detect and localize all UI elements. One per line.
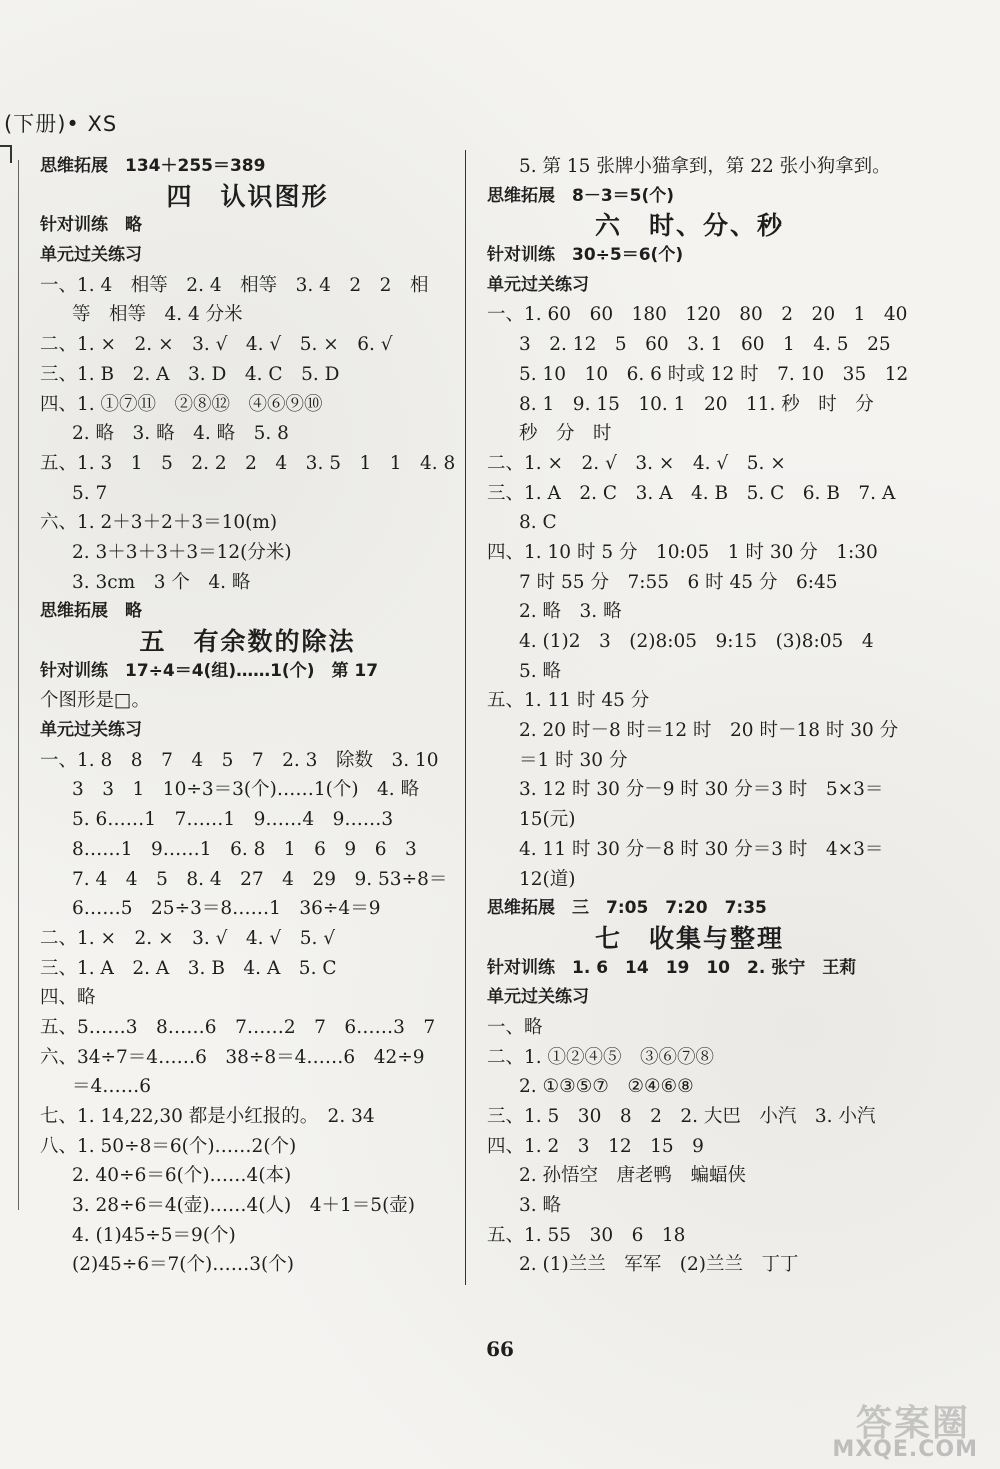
answer-line: 针对训练 略 xyxy=(40,215,142,236)
answer-line: 一、1. 8 8 7 4 5 7 2. 3 除数 3. 10 xyxy=(40,749,439,771)
answer-line: 三、1. 5 30 8 2 2. 大巴 小汽 3. 小汽 xyxy=(487,1106,876,1127)
answer-line: 六、1. 2＋3＋2＋3＝10(m) xyxy=(40,512,278,534)
answer-line: 四、1. 10 时 5 分 10:05 1 时 30 分 1:30 xyxy=(487,541,878,563)
answer-line: 3. 28÷6＝4(壶)……4(人) 4＋1＝5(壶) xyxy=(72,1195,416,1217)
answer-line: 3. 3cm 3 个 4. 略 xyxy=(72,571,251,593)
answer-line: 针对训练 1. 6 14 19 10 2. 张宁 王莉 xyxy=(487,957,857,978)
answer-line: 6……5 25÷3＝8……1 36÷4＝9 xyxy=(72,898,381,920)
answer-line: 三、1. A 2. C 3. A 4. B 5. C 6. B 7. A xyxy=(487,482,896,504)
left-column xyxy=(40,152,455,1280)
answer-line: 五、1. 55 30 6 18 xyxy=(487,1224,686,1246)
subsection-label: 单元过关练习 xyxy=(40,245,142,266)
answer-line: 3 2. 12 5 60 3. 1 60 1 4. 5 25 xyxy=(519,334,891,356)
page-header: (下册)• XS xyxy=(4,112,118,136)
answer-line: 思维拓展 8－3＝5(个) xyxy=(487,185,675,206)
watermark xyxy=(778,1395,978,1465)
column-divider xyxy=(465,150,466,1285)
answer-line: ＝4……6 xyxy=(72,1076,152,1098)
watermark-logo: 答案圈 xyxy=(855,1403,970,1444)
answer-line: 2. 孙悟空 唐老鸭 蝙蝠侠 xyxy=(519,1165,747,1187)
answer-line: 个图形是□。 xyxy=(40,690,150,712)
answer-line: 八、1. 50÷8＝6(个)……2(个) xyxy=(40,1135,297,1157)
corner-mark xyxy=(0,145,12,163)
answer-line: 2. 20 时－8 时＝12 时 20 时－18 时 30 分 xyxy=(519,720,899,742)
answer-line: 5. 第 15 张牌小猫拿到，第 22 张小狗拿到。 xyxy=(519,156,891,177)
answer-line: 5. 6……1 7……1 9……4 9……3 xyxy=(72,809,394,831)
section-heading: 七 收集与整理 xyxy=(594,923,784,953)
answer-line: 二、1. ①②④⑤ ③⑥⑦⑧ xyxy=(487,1046,715,1068)
answer-line: 六、34÷7＝4……6 38÷8＝4……6 42÷9 xyxy=(40,1046,425,1068)
answer-line: 5. 10 10 6. 6 时或 12 时 7. 10 35 12 xyxy=(519,363,909,385)
section-heading: 五 有余数的除法 xyxy=(139,627,356,656)
answer-line: 七、1. 14,22,30 都是小红报的。 2. 34 xyxy=(40,1106,375,1127)
answer-line: 思维拓展 134＋255＝389 xyxy=(40,156,266,176)
answer-line: 2. (1)兰兰 军军 (2)兰兰 丁丁 xyxy=(519,1254,799,1276)
subsection-label: 单元过关练习 xyxy=(40,720,142,741)
answer-line: ＝1 时 30 分 xyxy=(519,749,628,771)
answer-line: 8……1 9……1 6. 8 1 6 9 6 3 xyxy=(72,838,417,860)
margin-rule xyxy=(18,160,19,1210)
answer-line: 二、1. × 2. × 3. √ 4. √ 5. √ xyxy=(40,927,336,949)
answer-line: 三、1. B 2. A 3. D 4. C 5. D xyxy=(40,363,340,385)
answer-line: 一、略 xyxy=(487,1016,543,1038)
answer-line: 7 时 55 分 7:55 6 时 45 分 6:45 xyxy=(519,571,838,593)
answer-line: 4. (1)2 3 (2)8:05 9:15 (3)8:05 4 xyxy=(519,631,874,652)
answer-line: 4. 11 时 30 分－8 时 30 分＝3 时 4×3＝ xyxy=(519,838,884,860)
answer-line: 2. 略 3. 略 4. 略 5. 8 xyxy=(72,423,289,445)
watermark-url: MXQE.COM xyxy=(832,1437,978,1462)
subsection-label: 单元过关练习 xyxy=(487,274,589,295)
section-heading: 六 时、分、秒 xyxy=(594,211,784,241)
answer-line: 等 相等 4. 4 分米 xyxy=(72,304,243,326)
answer-line: 秒 分 时 xyxy=(519,423,612,445)
answer-line: 2. ①③⑤⑦ ②④⑥⑧ xyxy=(519,1076,694,1098)
answer-line: 2. 40÷6＝6(个)……4(本) xyxy=(72,1165,292,1187)
answer-line: 思维拓展 三 7:05 7:20 7:35 xyxy=(487,898,767,919)
right-column xyxy=(487,152,909,1280)
answer-line: 二、1. × 2. × 3. √ 4. √ 5. × 6. √ xyxy=(40,334,393,356)
answer-line: 2. 3＋3＋3＋3＝12(分米) xyxy=(72,541,292,563)
answer-line: 2. 略 3. 略 xyxy=(519,601,622,623)
answer-line: 四、1. 2 3 12 15 9 xyxy=(487,1135,704,1157)
answer-line: 3. 12 时 30 分－9 时 30 分＝3 时 5×3＝ xyxy=(519,779,884,801)
answer-line: 五、1. 11 时 45 分 xyxy=(487,690,650,712)
answer-line: 思维拓展 略 xyxy=(40,601,142,622)
answer-line: 3. 略 xyxy=(519,1195,562,1217)
subsection-label: 单元过关练习 xyxy=(487,987,589,1008)
answer-line: 3 3 1 10÷3＝3(个)……1(个) 4. 略 xyxy=(72,779,420,801)
answer-line: 四、略 xyxy=(40,987,96,1009)
answer-line: 5. 略 xyxy=(519,660,562,682)
answer-line: 8. C xyxy=(519,512,557,534)
answer-line: 4. (1)45÷5＝9(个) xyxy=(72,1224,236,1246)
answer-line: 四、1. ①⑦⑪ ②⑧⑫ ④⑥⑨⑩ xyxy=(40,393,323,415)
answer-line: (2)45÷6＝7(个)……3(个) xyxy=(72,1254,294,1276)
answer-line: 三、1. A 2. A 3. B 4. A 5. C xyxy=(40,957,337,979)
answer-line: 一、1. 60 60 180 120 80 2 20 1 40 xyxy=(487,304,908,326)
answer-line: 12(道) xyxy=(519,868,576,890)
answer-line: 二、1. × 2. √ 3. × 4. √ 5. × xyxy=(487,452,786,474)
answer-line: 15(元) xyxy=(519,809,576,831)
answer-line: 一、1. 4 相等 2. 4 相等 3. 4 2 2 相 xyxy=(40,274,429,296)
answer-line: 五、5……3 8……6 7……2 7 6……3 7 xyxy=(40,1016,436,1038)
page-number: 66 xyxy=(486,1337,514,1361)
answer-line: 5. 7 xyxy=(72,482,108,504)
answer-line: 针对训练 30÷5＝6(个) xyxy=(487,245,684,266)
section-heading: 四 认识图形 xyxy=(166,181,329,211)
answer-line: 针对训练 17÷4＝4(组)……1(个) 第 17 xyxy=(40,660,379,681)
answer-line: 五、1. 3 1 5 2. 2 2 4 3. 5 1 1 4. 8 xyxy=(40,452,456,474)
answer-line: 8. 1 9. 15 10. 1 20 11. 秒 时 分 xyxy=(519,393,874,415)
answer-line: 7. 4 4 5 8. 4 27 4 29 9. 53÷8＝ xyxy=(72,868,448,890)
